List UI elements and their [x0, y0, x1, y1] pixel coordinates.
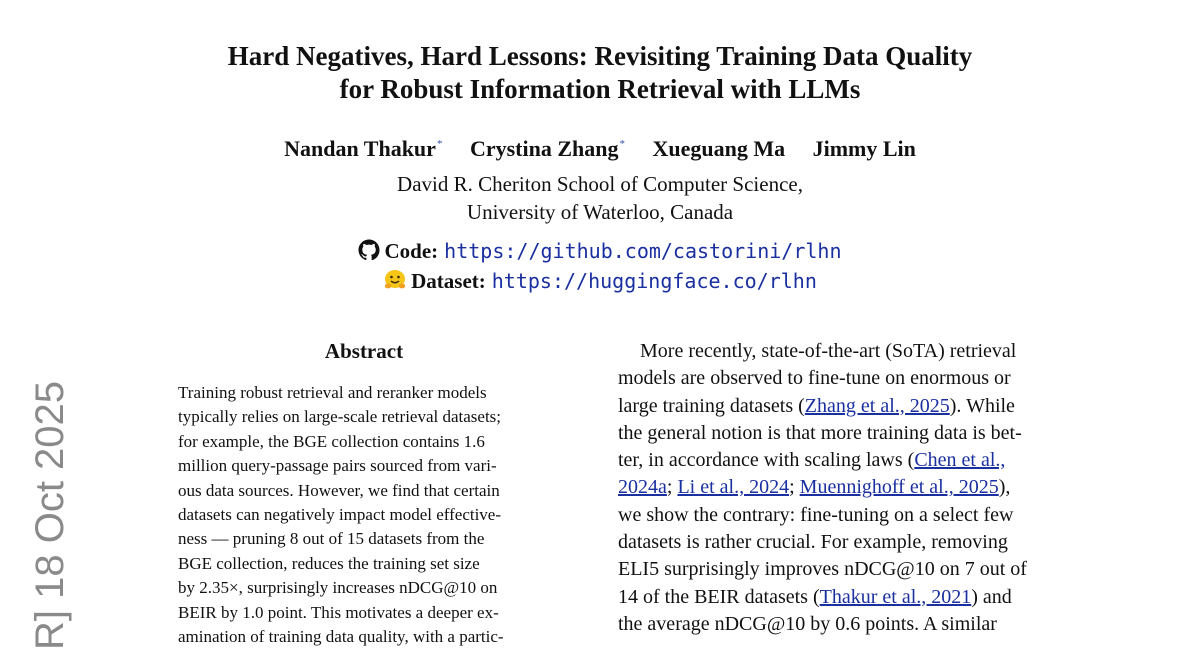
- intro-line: 14 of the BEIR datasets (Thakur et al., 2021) and: [618, 585, 1012, 608]
- title-line-1: Hard Negatives, Hard Lessons: Revisiting Training Data Quality: [227, 41, 973, 71]
- abstract-line: by 2.35×, surprisingly increases nDCG@10 on: [178, 578, 498, 598]
- citation-link[interactable]: Li et al., 2024: [677, 476, 790, 499]
- abstract-line: ous data sources. However, we find that certain: [178, 480, 500, 500]
- citation-link[interactable]: Chen et al.,: [914, 449, 1006, 472]
- code-url-link[interactable]: https://github.com/castorini/rlhn: [444, 239, 842, 263]
- intro-line: ELI5 surprisingly improves nDCG@10 on 7 out of: [618, 558, 1027, 581]
- code-label: Code:: [384, 239, 439, 263]
- hugging-face-icon: [383, 269, 407, 298]
- intro-line: the average nDCG@10 by 0.6 points. A similar: [618, 612, 997, 635]
- author-name: Jimmy Lin: [812, 136, 916, 161]
- equal-contribution-mark: *: [619, 138, 625, 150]
- author-zhang: [470, 136, 625, 161]
- abstract-line: datasets can negatively impact model effective-: [178, 505, 502, 525]
- dataset-label: Dataset:: [411, 269, 486, 293]
- abstract-line: ness — pruning 8 out of 15 datasets from the: [178, 529, 485, 549]
- abstract-line: BGE collection, reduces the training set size: [178, 553, 480, 573]
- affiliation: [150, 170, 1050, 226]
- author-thakur: [284, 136, 442, 161]
- abstract-heading: Abstract: [324, 339, 404, 363]
- affiliation-line-1: David R. Cheriton School of Computer Science,: [397, 172, 803, 196]
- citation-link[interactable]: Zhang et al., 2025: [804, 394, 950, 417]
- author-name: Nandan Thakur: [284, 136, 436, 161]
- abstract-line: Training robust retrieval and reranker models: [178, 383, 487, 402]
- citation-link[interactable]: Muennighoff et al., 2025: [799, 476, 999, 499]
- author-name: Xueguang Ma: [652, 136, 786, 161]
- intro-line: More recently, state-of-the-art (SoTA) retrieval: [640, 340, 1017, 362]
- intro-line: models are observed to fine-tune on enormous or: [618, 367, 1011, 390]
- author-ma: [652, 136, 785, 161]
- citation-link[interactable]: Thakur et al., 2021: [819, 585, 972, 608]
- abstract-line: million query-passage pairs sourced from vari-: [178, 456, 497, 476]
- intro-line: large training datasets (Zhang et al., 2025). While: [618, 394, 1015, 417]
- author-lin: [813, 136, 916, 161]
- intro-line: ter, in accordance with scaling laws (Chen et al.,: [618, 449, 1006, 472]
- intro-paragraph: [618, 338, 1058, 638]
- abstract-body: [178, 381, 550, 649]
- intro-line: the general notion is that more training data is bet-: [618, 421, 1022, 444]
- intro-line: 2024a; Li et al., 2024; Muennighoff et al., 2025),: [618, 476, 1011, 499]
- intro-line: datasets is rather crucial. For example, removing: [618, 531, 1008, 554]
- abstract-line: BEIR by 1.0 point. This motivates a deeper ex-: [178, 602, 499, 622]
- affiliation-line-2: University of Waterloo, Canada: [466, 200, 734, 224]
- citation-link[interactable]: 2024a: [618, 476, 667, 499]
- title-line-2: for Robust Information Retrieval with LLMs: [339, 74, 861, 104]
- arxiv-side-stamp: R] 18 Oct 2025: [28, 380, 72, 650]
- paper-title: [150, 40, 1050, 106]
- abstract-line: typically relies on large-scale retrieval datasets;: [178, 407, 502, 427]
- github-icon: [358, 239, 380, 268]
- abstract-line: for example, the BGE collection contains 1.6: [178, 431, 485, 451]
- dataset-link-row: [150, 267, 1050, 298]
- author-list: [150, 129, 1050, 164]
- equal-contribution-mark: *: [436, 138, 443, 150]
- abstract-line: amination of training data quality, with a partic-: [178, 627, 504, 647]
- author-name: Crystina Zhang: [469, 136, 619, 161]
- code-link-row: [150, 237, 1050, 268]
- dataset-url-link[interactable]: https://huggingface.co/rlhn: [491, 269, 817, 293]
- intro-line: we show the contrary: fine-tuning on a select few: [618, 503, 1014, 526]
